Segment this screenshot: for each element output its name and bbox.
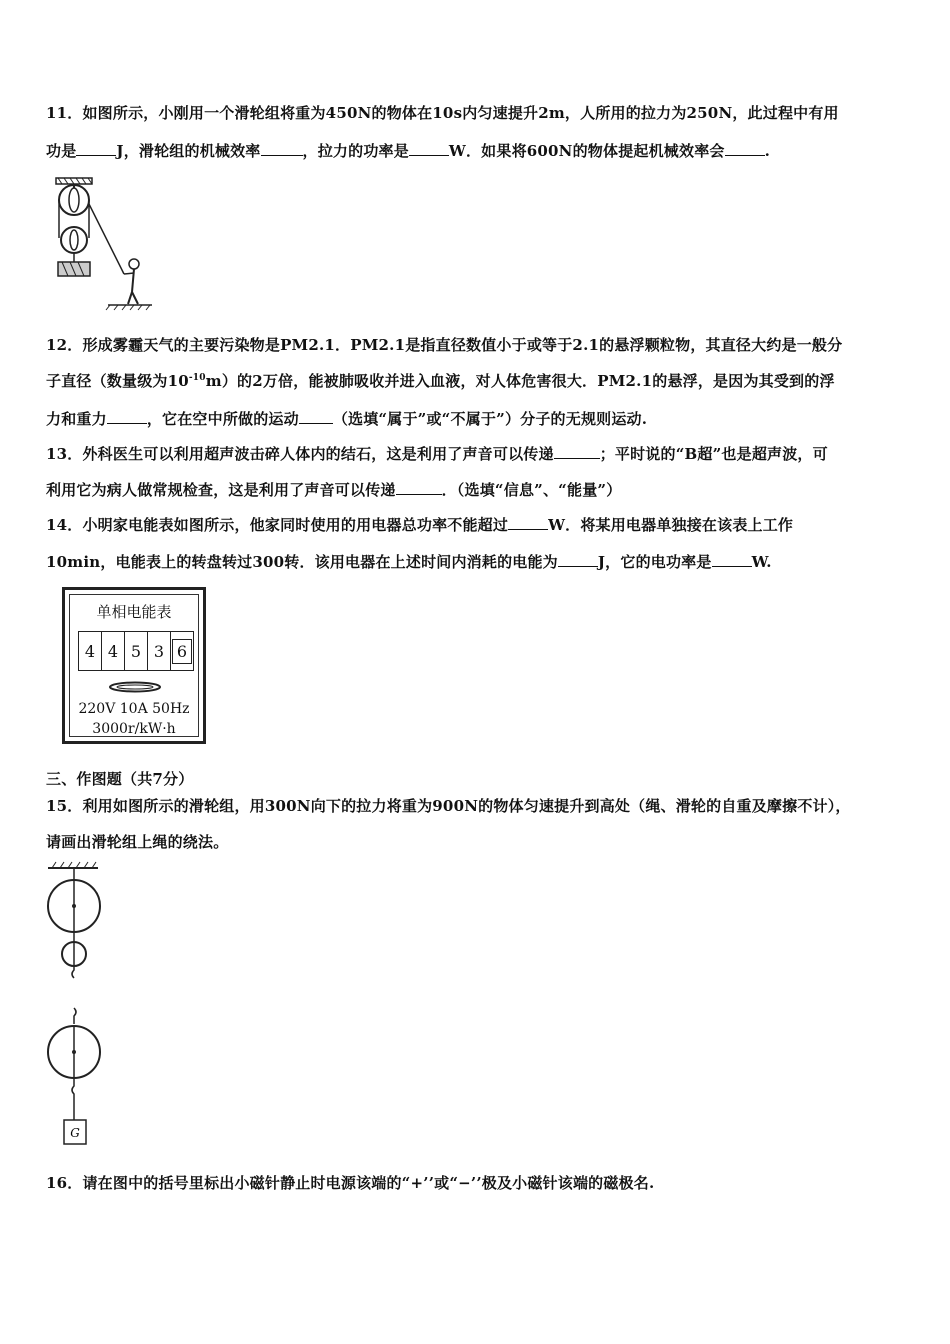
q13-line2: [46, 479, 621, 500]
q13-text-b: ；平时说的“B超”也是超声波，可: [599, 445, 828, 463]
q12-blank-1[interactable]: [107, 422, 147, 424]
q14-line1: [46, 514, 793, 535]
weight-label: G: [70, 1126, 80, 1140]
meter-title: 单相电能表: [96, 603, 172, 621]
q13-text-d: ．（选填“信息”、“能量”）: [441, 481, 622, 499]
q16-line1: 16．请在图中的括号里标出小磁针静止时电源该端的“+’’或“−’’极及小磁针该端的磁极名.: [46, 1174, 655, 1192]
q12-text-a: 子直径（数量级为10: [46, 372, 189, 390]
q12-line1: 12．形成雾霾天气的主要污染物是PM2.1．PM2.1是指直径数值小于或等于2.1的悬浮颗粒物，其直径大约是一般分: [46, 336, 843, 354]
meter-disc-icon: [108, 681, 162, 693]
q12-text-d: ，它在空中所做的运动: [146, 410, 299, 428]
q14-blank-1[interactable]: [508, 528, 548, 530]
q12-blank-2[interactable]: [299, 422, 333, 424]
pulley-system-figure: [40, 858, 110, 1152]
meter-frame: [69, 594, 199, 737]
q11-blank-4[interactable]: [725, 154, 765, 156]
q11-text-e: .: [764, 142, 771, 160]
meter-digit: 4: [79, 632, 102, 670]
q11-text-c: ，拉力的功率是: [302, 142, 409, 160]
meter-spec-constant: 3000r/kW·h: [92, 721, 176, 737]
meter-digit: 4: [102, 632, 125, 670]
q13-line1: [46, 443, 828, 464]
q15-line1: 15．利用如图所示的滑轮组，用300N向下的拉力将重为900N的物体匀速提升到高处（绳、滑轮的自重及摩擦不计），: [46, 797, 851, 815]
q14-text-e: W.: [751, 553, 772, 571]
meter-digit-decimal-value: 6: [172, 639, 192, 664]
q12-text-c: 力和重力: [46, 410, 107, 428]
meter-spec-rating: 220V 10A 50Hz: [78, 701, 190, 717]
q12-text-b: m）的2万倍，能被肺吸收并进入血液，对人体危害很大．PM2.1的悬浮，是因为其受到的浮: [205, 372, 835, 390]
q11-blank-2[interactable]: [261, 154, 303, 156]
meter-digits: [78, 631, 194, 671]
section-title: 三、作图题（共7分）: [46, 770, 194, 788]
pulley-man-figure: [48, 174, 158, 312]
meter-digit: 3: [148, 632, 171, 670]
q14-line2: [46, 551, 772, 572]
q14-blank-3[interactable]: [712, 565, 752, 567]
q13-blank-1[interactable]: [554, 457, 600, 459]
q11-line2: [46, 140, 770, 161]
meter-digit: 5: [125, 632, 148, 670]
meter-digit-decimal: [171, 632, 193, 670]
q11-text-b: J，滑轮组的机械效率: [116, 142, 261, 160]
q12-exponent: -10: [188, 373, 206, 383]
q15-line2: 请画出滑轮组上绳的绕法。: [46, 833, 229, 851]
q12-line3: [46, 408, 647, 429]
q13-text-a: 13．外科医生可以利用超声波击碎人体内的结石，这是利用了声音可以传递: [46, 445, 554, 463]
q14-text-b: W．将某用电器单独接在该表上工作: [548, 516, 794, 534]
electric-meter-figure: [62, 587, 206, 744]
q11-blank-1[interactable]: [76, 154, 116, 156]
q13-blank-2[interactable]: [396, 493, 442, 495]
q14-blank-2[interactable]: [558, 565, 598, 567]
q11-line1: 11．如图所示，小刚用一个滑轮组将重为450N的物体在10s内匀速提升2m，人所用的拉力为250N，此过程中有用: [46, 104, 839, 122]
q11-text-d: W．如果将600N的物体提起机械效率会: [448, 142, 725, 160]
q13-text-c: 利用它为病人做常规检查，这是利用了声音可以传递: [46, 481, 396, 499]
q11-blank-3[interactable]: [409, 154, 449, 156]
q14-text-d: J，它的电功率是: [597, 553, 712, 571]
q11-text-a: 功是: [46, 142, 77, 160]
q12-line2: [46, 370, 835, 391]
q14-text-c: 10min，电能表上的转盘转过300转．该用电器在上述时间内消耗的电能为: [46, 553, 558, 571]
q12-text-e: （选填“属于”或“不属于”）分子的无规则运动.: [332, 410, 648, 428]
q14-text-a: 14．小明家电能表如图所示，他家同时使用的用电器总功率不能超过: [46, 516, 509, 534]
